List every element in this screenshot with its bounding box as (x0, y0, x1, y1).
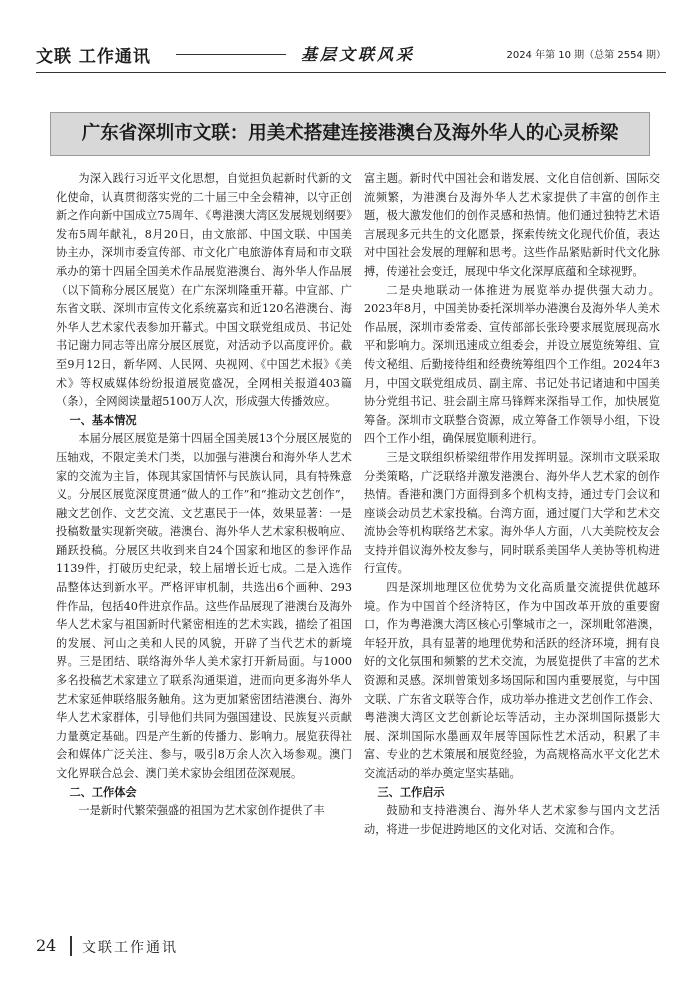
article-title-box (50, 112, 650, 156)
body-paragraph: 二是央地联动一体推进为展览举办提供强大动力。2023年8月，中国美协委托深圳举办港澳台及海外华人美术作品展，深圳市委常委、宣传部部长张玲要求展览展现高水平和影响力。深圳迅速成立组委会，并设立展览统筹组、宣传文秘组、后勤接待组和经费统筹组四个工作组。2024年3月，中国文联党组成员、副主席、书记处书记诸迪和中国美协分党组书记、驻会副主席马锋辉来深指导工作，加快展览筹备。深圳市文联整合资源，成立筹备工作领导小组，下设四个工作小组，确保展览顺利进行。 (364, 283, 660, 446)
footer-divider (70, 936, 72, 956)
publication-logo: 文联 工作通讯 (36, 47, 151, 67)
section-heading: 二、工作体会 (69, 785, 137, 799)
header-rule (36, 72, 666, 73)
article-title: 广东省深圳市文联：用美术搭建连接港澳台及海外华人的心灵桥梁 (81, 123, 619, 144)
page-footer (36, 934, 436, 958)
page-header (36, 38, 666, 70)
body-paragraph: 三是文联组织桥梁纽带作用发挥明显。深圳市文联采取分类策略，广泛联络并激发港澳台、海外华人艺术家的创作热情。香港和澳门方面得到多个机构支持，通过专门会议和座谈会动员艺术家投稿。台湾方面，通过厦门大学和艺术交流协会等机构联络艺术家。海外华人方面，八大美院校友会支持并倡议海外校友参与，同时联系美国华人美协等机构进行宣传。 (364, 450, 660, 576)
body-paragraph: 富主题。新时代中国社会和谐发展、文化自信创新、国际交流频繁，为港澳台及海外华人艺术家提供了丰富的创作主题，极大激发他们的创作灵感和热情。他们通过独特艺术语言展现多元共生的文化愿景，探索传统文化现代价值，表达对中国社会发展的理解和思考。这些作品紧贴新时代文化脉搏，传递社会变迁，展现中华文化深厚底蕴和全球视野。 (364, 172, 660, 278)
section-heading: 三、工作启示 (377, 785, 445, 799)
body-paragraph: 一是新时代繁荣强盛的祖国为艺术家创作提供了丰 (78, 804, 325, 818)
issue-number: 2024 年第 10 期（总第 2554 期） (506, 50, 666, 61)
body-paragraph: 四是深圳地理区位优势为文化高质量交流提供优越环境。作为中国首个经济特区，作为中国改革开放的重要窗口，作为粤港澳大湾区核心引擎城市之一，深圳毗邻港澳，年轻开放，具有显著的地理优势和活跃的经济环境，拥有良好的文化氛围和频繁的艺术交流，为展览提供了丰富的艺术资源和灵感。深圳曾策划多场国际和国内重要展览，与中国文联、广东省文联等合作，成功举办推进文艺创作工作会、粤港澳大湾区文艺创新论坛等活动，主办深圳国际摄影大展、深圳国际水墨画双年展等国际性艺术活动，积累了丰富、专业的艺术策展和展览经验，为高规格高水平文化艺术交流活动的举办奠定坚实基础。 (364, 581, 660, 780)
body-paragraph: 鼓励和支持港澳台、海外华人艺术家参与国内文艺活动，将进一步促进跨地区的文化对话、交流和合作。 (364, 804, 660, 836)
section-heading: 一、基本情况 (69, 413, 137, 427)
column-title: 基层文联风采 (301, 45, 416, 64)
page-number: 24 (36, 936, 57, 955)
body-paragraph: 本届分展区展览是第十四届全国美展13个分展区展览的压轴戏，不限定美术门类，以加强与港澳台和海外华人艺术家的交流为主旨，体现其家国情怀与民族认同，具有特殊意义。分展区展览深度贯通“做人的工作”和“推动文艺创作”，融文艺创作、文艺交流、文艺惠民于一体，效果显著：一是投稿数量实现新突破。港澳台、海外华人艺术家积极响应、踊跃投稿。分展区共收到来自24个国家和地区的参评作品1139件，打破历史纪录，较上届增长近七成。二是入选作品整体达到新水平。严格评审机制，共选出6个画种、293件作品，包括40件进京作品。这些作品展现了港澳台及海外华人艺术家与祖国新时代紧密相连的艺术实践，描绘了祖国的发展、河山之美和人民的风貌，开辟了当代艺术的新境界。三是团结、联络海外华人美术家打开新局面。与1000多名投稿艺术家建立了联系沟通渠道，进而向更多海外华人艺术家延伸联络服务触角。这为更加紧密团结港澳台、海外华人艺术家群体，引导他们共同为强国建设、民族复兴贡献力量奠定基础。四是产生新的传播力、影响力。展览获得社会和媒体广泛关注、参与，吸引8万余人次入场参观。澳门文化界联合总会、澳门美术家协会组团莅深观展。 (56, 432, 352, 780)
body-paragraph: 为深入践行习近平文化思想，自觉担负起新时代新的文化使命，认真贯彻落实党的二十届三中全会精神，以守正创新之作向新中国成立75周年、《粤港澳大湾区发展规划纲要》发布5周年献礼，8月20日，由文旅部、中国文联、中国美协主办，深圳市委宣传部、市文化广电旅游体育局和市文联承办的第十四届全国美术作品展览港澳台、海外华人作品展（以下简称分展区展览）在广东深圳隆重开幕。中宣部、广东省文联、深圳市宣传文化系统嘉宾和近120名港澳台、海外华人艺术家代表参加开幕式。中国文联党组成员、书记处书记谢力同志等出席分展区展览，对活动予以高度评价。截至9月12日，新华网、人民网、央视网、《中国艺术报》《美术》等权威媒体纷纷报道展览盛况，全网相关报道403篇（条），全网阅读量超5100万人次，形成强大传播效应。 (56, 172, 352, 409)
footer-publication-name: 文联工作通讯 (82, 940, 178, 956)
article-column-right (364, 170, 660, 839)
article-column-left (56, 170, 352, 821)
header-divider-line (176, 54, 286, 55)
